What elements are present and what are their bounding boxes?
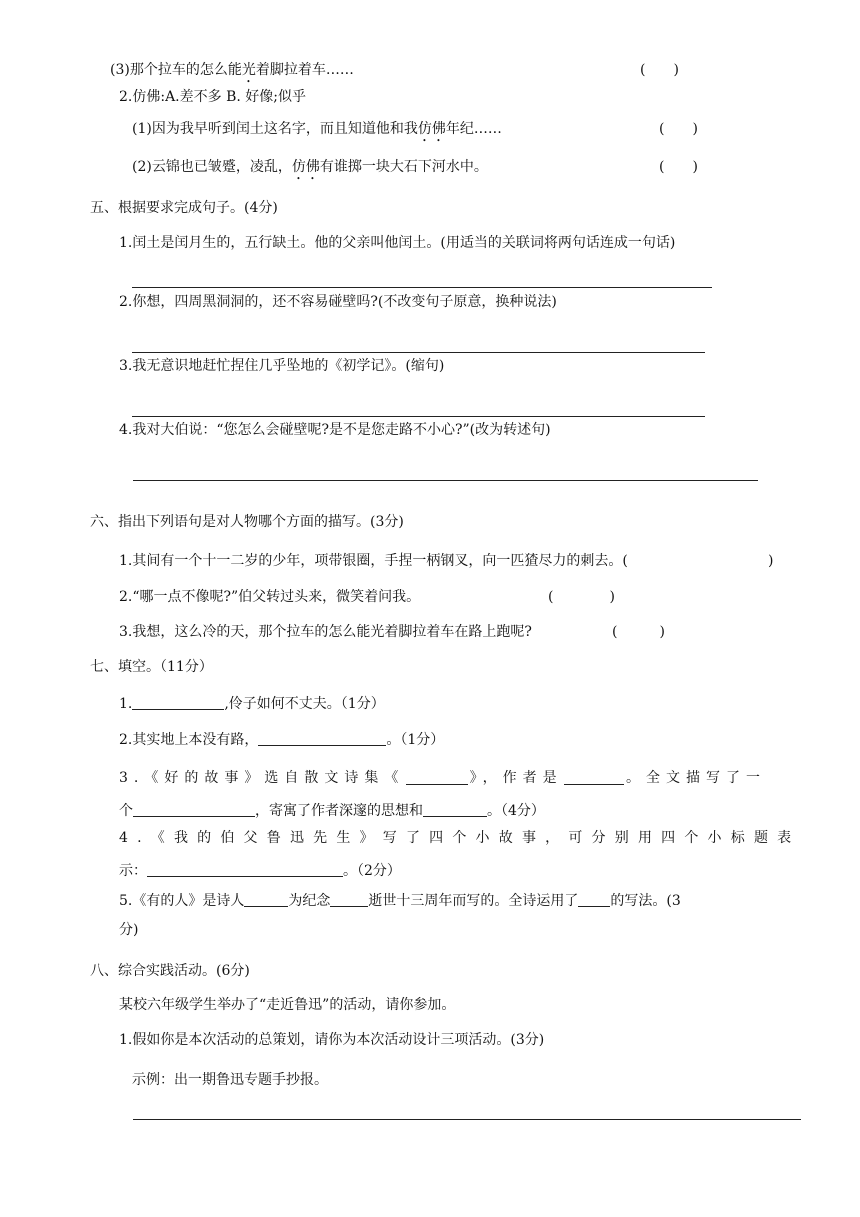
fangfu-sentence-1: (1)因为我早听到闰土这名字，而且知道他和我仿佛年纪…… xyxy=(132,121,502,137)
answer-line[interactable] xyxy=(133,480,758,481)
fill-blank[interactable] xyxy=(244,890,288,907)
answer-line[interactable] xyxy=(133,1119,801,1120)
answer-line[interactable] xyxy=(132,416,705,417)
s5-q4: 4.我对大伯说：“您怎么会碰壁呢?是不是您走路不小心?”(改为转述句) xyxy=(119,422,551,438)
fill-blank[interactable] xyxy=(258,729,386,746)
answer-paren[interactable]: ( ) xyxy=(548,589,615,605)
answer-line[interactable] xyxy=(132,287,712,288)
section-5-title: 五、根据要求完成句子。(4分) xyxy=(90,200,278,216)
s6-q3: 3.我想，这么冷的天，那个拉车的怎么能光着脚拉着车在路上跑呢? xyxy=(119,624,532,640)
fill-blank[interactable] xyxy=(578,890,610,907)
fill-blank[interactable] xyxy=(564,768,624,785)
fill-blank[interactable] xyxy=(147,860,343,877)
s5-q2: 2.你想，四周黑洞洞的，还不容易碰壁吗?(不改变句子原意，换种说法) xyxy=(119,294,557,310)
answer-line[interactable] xyxy=(132,352,705,353)
fill-blank[interactable] xyxy=(423,800,487,817)
s7-q1: 1. ,伶子如何不丈夫。（1分） xyxy=(119,693,385,714)
fill-blank[interactable] xyxy=(133,800,255,817)
answer-paren[interactable]: ( ) xyxy=(659,159,698,175)
s7-q3-line1: 3.《好的故事》选自散文诗集《 》，作者是 。全文描写了一 xyxy=(119,770,766,786)
s5-q1: 1.闰土是闰月生的，五行缺土。他的父亲叫他闰土。(用适当的关联词将两句话连成一句话) xyxy=(119,235,676,251)
section-7-title: 七、填空。（11分） xyxy=(90,659,213,675)
s8-example: 示例：出一期鲁迅专题手抄报。 xyxy=(132,1072,328,1088)
fill-blank[interactable] xyxy=(330,890,368,907)
fill-blank[interactable] xyxy=(406,768,468,785)
s7-q3-line2: 个 ，寄寓了作者深邃的思想和 。（4分） xyxy=(119,800,545,821)
answer-paren[interactable]: ( ) xyxy=(659,121,698,137)
fill-blank[interactable] xyxy=(132,693,224,710)
fangfu-definition: 2.仿佛:A.差不多 B. 好像;似乎 xyxy=(119,89,306,105)
fangfu-sentence-2: (2)云锦也已皱蹙，凌乱，仿佛有谁掷一块大石下河水中。 xyxy=(132,159,488,175)
s8-q1: 1.假如你是本次活动的总策划，请你为本次活动设计三项活动。(3分) xyxy=(119,1032,545,1048)
s7-q2: 2.其实地上本没有路， 。（1分） xyxy=(119,729,444,750)
answer-paren[interactable]: ( ) xyxy=(640,62,679,78)
s7-q4-line1: 4.《我的伯父鲁迅先生》写了四个小故事，可分别用四个小标题表 xyxy=(119,830,801,846)
s8-intro: 某校六年级学生举办了“走近鲁迅”的活动，请你参加。 xyxy=(119,997,456,1013)
section-8-title: 八、综合实践活动。(6分) xyxy=(90,963,250,979)
section-6-title: 六、指出下列语句是对人物哪个方面的描写。(3分) xyxy=(90,514,404,530)
q3-top-sentence: (3)那个拉车的怎么能光着脚拉着车…… xyxy=(110,62,354,78)
s7-q5-line2: 分) xyxy=(119,922,139,938)
s7-q4-line2: 示： 。（2分） xyxy=(119,860,401,881)
emphasis-char: 光 xyxy=(241,62,256,78)
s5-q3: 3.我无意识地赶忙捏住几乎坠地的《初学记》。(缩句) xyxy=(119,358,445,374)
s6-q1: 1.其间有一个十一二岁的少年，项带银圈，手捏一柄钢叉，向一匹猹尽力的刺去。( xyxy=(119,553,628,569)
s6-q2: 2.“哪一点不像呢?”伯父转过头来，微笑着问我。 xyxy=(119,589,421,605)
s7-q5-line1: 5.《有的人》是诗人 为纪念 逝世十三周年而写的。全诗运用了 的写法。(3 xyxy=(119,890,681,911)
answer-paren-close[interactable]: ) xyxy=(768,553,774,569)
answer-paren[interactable]: ( ) xyxy=(612,624,665,640)
